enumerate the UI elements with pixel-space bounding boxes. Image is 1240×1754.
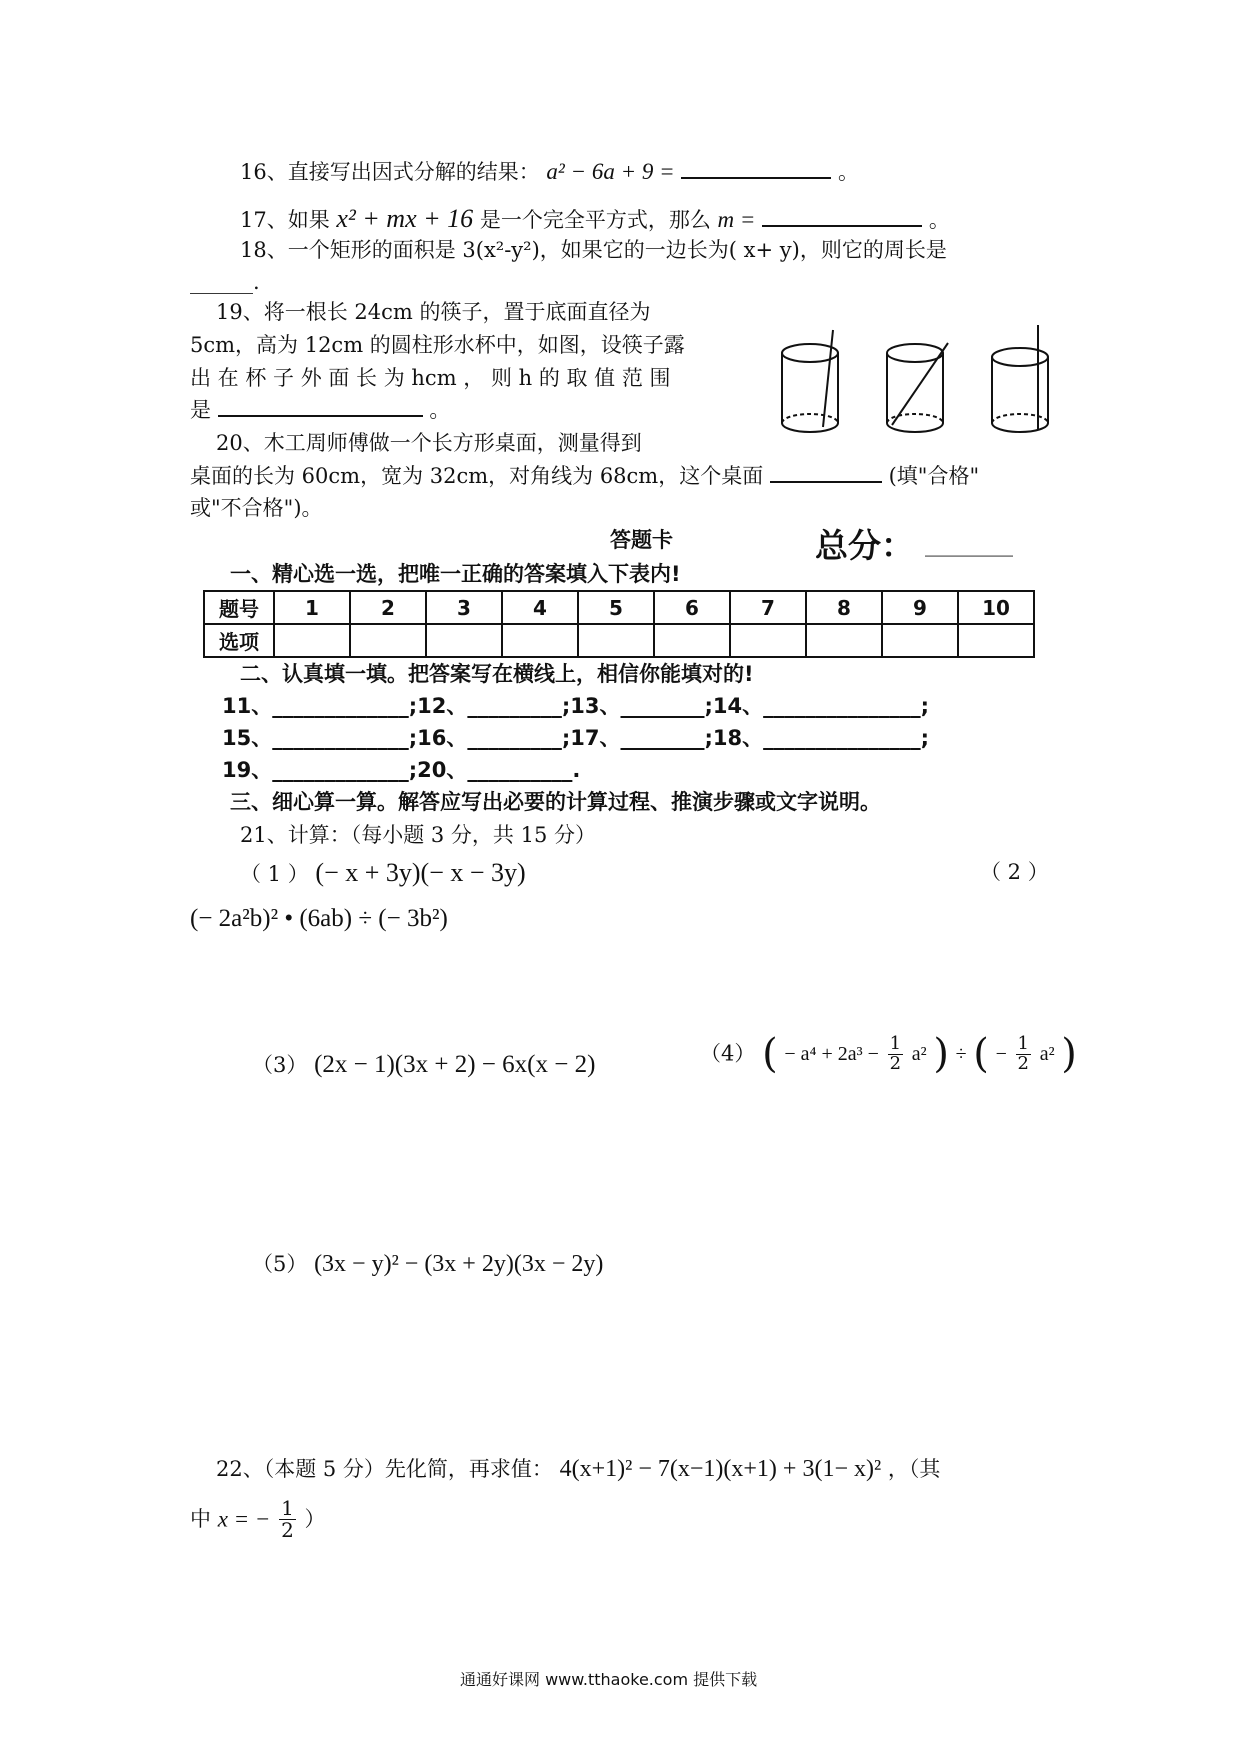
p3-expr: (2x − 1)(3x + 2) − 6x(x − 2) [314,1051,596,1078]
total-score-blank[interactable]: ________ [925,532,1013,557]
card-title: 答题卡 [610,528,673,552]
q22-line1-end: ，（其 [887,1457,941,1481]
question-number-cell: 4 [502,591,578,624]
q19-line4-end: 。 [429,398,451,422]
p1-expr: (− x + 3y)(− x − 3y) [315,858,526,887]
q16-text: 16、直接写出因式分解的结果： [240,160,540,184]
q21-title: 21、计算：（每小题 3 分，共 15 分） [240,823,597,847]
q21-part-1 [240,857,526,888]
answer-cell[interactable] [502,624,578,657]
answer-cell[interactable] [578,624,654,657]
p4-expr-b: a² [911,1043,927,1065]
question-number-cell: 10 [958,591,1034,624]
answer-cell[interactable] [274,624,350,657]
q20-line2-pre: 桌面的长为 60cm，宽为 32cm，对角线为 68cm，这个桌面 [190,464,764,488]
q20-line2-end: (填"合格" [888,464,980,488]
fill-answer-row-2[interactable]: 15、_____________;16、_________;17、________;18、_______________; [222,726,929,750]
question-number-cell: 6 [654,591,730,624]
p4-div: ÷ [955,1043,967,1065]
total-score-label: 总分： [815,526,914,565]
question-number-cell: 9 [882,591,958,624]
p4-expr-d: − [995,1043,1007,1065]
q22-line2-var: x = − [217,1506,271,1532]
q20-line1: 20、木工周师傅做一个长方形桌面，测量得到 [216,431,642,455]
q18-line1: 18、一个矩形的面积是 3(x²-y²)，如果它的一边长为( x+ y)，则它的周长是 [240,238,947,262]
cups-figure [775,325,1065,440]
row-label-number: 题号 [204,591,274,624]
question-16 [240,158,859,186]
question-17 [240,203,950,234]
p4-expr-e: a² [1039,1043,1055,1065]
q19-line3: 出 在 杯 子 外 面 长 为 hcm ， 则 h 的 取 值 范 围 [190,366,671,390]
p1-label: （ 1 ） [240,862,309,886]
q21-part-5 [252,1250,603,1279]
answer-cell[interactable] [806,624,882,657]
q22-line2-pre: 中 [190,1506,211,1531]
p2-label: （ 2 ） [980,860,1049,884]
q21-part-4: （4） ( − a⁴ + 2a³ − $\frac{1}{2}$ a² ) ÷ ( − $\frac{1}{2}$ a² ) [700,1031,1077,1077]
q22-expr: 4(x+1)² − 7(x−1)(x+1) + 3(1− x)² [559,1456,882,1482]
row-label-option: 选项 [204,624,274,657]
p5-label: （5） [252,1252,308,1276]
q22-line1-pre: 22、（本题 5 分）先化简，再求值： [216,1457,553,1481]
question-number-cell: 1 [274,591,350,624]
question-number-cell: 5 [578,591,654,624]
answer-cell[interactable] [654,624,730,657]
page-footer: 通通好课网 www.tthaoke.com 提供下载 [460,1670,758,1689]
q22-line2-end: ） [304,1506,326,1531]
q16-expr: a² − 6a + 9 = [546,159,675,184]
q19-line2: 5cm，高为 12cm 的圆柱形水杯中，如图，设筷子露 [190,333,685,357]
p5-expr: (3x − y)² − (3x + 2y)(3x − 2y) [314,1251,604,1277]
q20-line2 [190,464,979,489]
answer-cell[interactable] [350,624,426,657]
section-1-title: 一、精心选一选，把唯一正确的答案填入下表内! [230,562,681,586]
q17-text: 17、如果 [240,208,330,232]
q22-line1 [216,1455,940,1484]
q18-line2: ______. [190,270,260,294]
q16-end: 。 [838,160,860,184]
section-3-title: 三、细心算一算。解答应写出必要的计算过程、推演步骤或文字说明。 [230,790,881,814]
fill-answer-row-3[interactable]: 19、_____________;20、__________. [222,758,581,782]
q17-mid: 是一个完全平方式，那么 [479,208,711,232]
q19-line4 [190,398,450,423]
question-number-cell: 8 [806,591,882,624]
question-number-cell: 3 [426,591,502,624]
p4-expr-a: − a⁴ + 2a³ − [784,1043,879,1065]
p2-expr: (− 2a²b)² • (6ab) ÷ (− 3b²) [190,905,448,932]
answer-table-number-row [204,591,1034,624]
section-2-title: 二、认真填一填。把答案写在横线上，相信你能填对的! [240,662,754,686]
answer-cell[interactable] [882,624,958,657]
answer-cell[interactable] [730,624,806,657]
answer-table [203,590,1035,658]
answer-cell[interactable] [958,624,1034,657]
q22-frac: $\frac{1}{2}$ [281,1496,294,1542]
answer-cell[interactable] [426,624,502,657]
cup-3-icon [992,325,1048,432]
q19-answer-blank[interactable] [218,414,423,417]
q17-var: m = [717,207,756,232]
cup-1-icon [782,330,838,432]
p4-frac-1: $\frac{1}{2}$ [889,1032,902,1074]
cup-2-icon [887,343,948,432]
q20-line3: 或"不合格")。 [190,496,323,520]
q22-line2 [190,1498,326,1541]
question-number-cell: 2 [350,591,426,624]
p4-label: （4） [700,1041,756,1066]
q20-answer-blank[interactable] [770,480,882,483]
answer-table-option-row [204,624,1034,657]
q19-line4-pre: 是 [190,398,211,422]
q17-expr: x² + mx + 16 [336,204,474,233]
q21-part-3 [252,1050,595,1080]
q16-answer-blank[interactable] [681,176,831,179]
q17-end: 。 [928,208,950,232]
p4-frac-2: $\frac{1}{2}$ [1017,1032,1029,1074]
q17-answer-blank[interactable] [762,224,922,227]
q19-line1: 19、将一根长 24cm 的筷子，置于底面直径为 [216,300,651,324]
question-number-cell: 7 [730,591,806,624]
fill-answer-row-1[interactable]: 11、_____________;12、_________;13、________;14、_______________; [222,694,929,718]
p3-label: （3） [252,1053,308,1077]
